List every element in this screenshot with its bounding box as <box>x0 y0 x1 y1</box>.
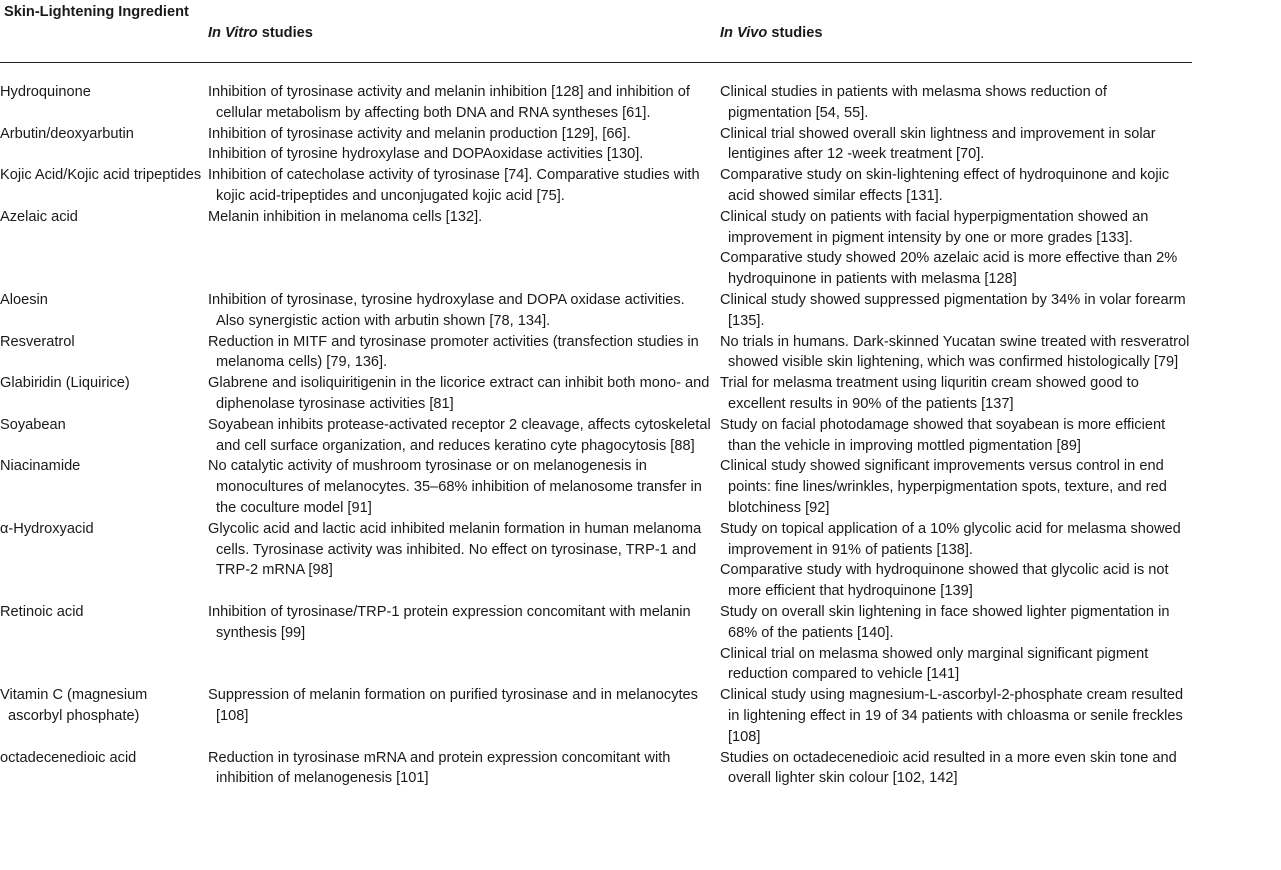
cell-paragraph: Studies on octadecenedioic acid resulted in a more even skin tone and overall lighter skin colour [102, 142] <box>720 749 1177 787</box>
cell-paragraph: Comparative study showed 20% azelaic acid is more effective than 2% hydroquinone in patients with melasma [128] <box>720 250 1178 288</box>
header-ingredient: Skin-Lightening Ingredient <box>4 4 189 20</box>
cell-paragraph: Inhibition of tyrosinase activity and melanin inhibition [128] and inhibition of cellular metabolism by affecting both DNA and RNA syntheses [61]. <box>208 84 690 121</box>
table-row <box>0 456 1192 518</box>
in-vivo-cell <box>720 207 1192 290</box>
in-vivo-cell <box>720 82 1192 124</box>
ingredient-cell: Hydroquinone <box>0 84 91 100</box>
in-vivo-cell <box>720 685 1192 747</box>
cell-paragraph: Inhibition of tyrosinase, tyrosine hydroxylase and DOPA oxidase activities. Also synergistic action with arbutin shown [78, 134]. <box>208 291 685 329</box>
table-row <box>0 165 1192 207</box>
cell-paragraph: Study on facial photodamage showed that soyabean is more efficient than the vehicle in improving mottled pigmentation [89] <box>720 416 1166 454</box>
ingredient-cell: Kojic Acid/Kojic acid tripeptides <box>0 167 202 184</box>
table-header <box>0 0 1192 63</box>
table-row <box>0 290 1192 332</box>
table-row <box>0 415 1192 457</box>
cell-paragraph: Inhibition of tyrosinase/TRP-1 protein expression concomitant with melanin synthesis [99] <box>208 603 691 641</box>
in-vivo-cell <box>720 748 1192 790</box>
cell-paragraph: Clinical study showed suppressed pigmentation by 34% in volar forearm [135]. <box>720 291 1186 329</box>
cell-paragraph: Glabrene and isoliquiritigenin in the licorice extract can inhibit both mono- and diphenolase tyrosinase activities [81] <box>208 375 710 412</box>
in-vitro-cell <box>208 290 720 332</box>
cell-paragraph: No trials in humans. Dark-skinned Yucatan swine treated with resveratrol showed visible skin lightening, which was confirmed histologically [79] <box>720 333 1190 371</box>
in-vivo-cell <box>720 124 1192 166</box>
cell-paragraph: Clinical study using magnesium-L-ascorbyl-2-phosphate cream resulted in lightening effect in 19 of 34 patients with chloasma or senile freckles [108] <box>720 687 1184 745</box>
ingredient-cell: Niacinamide <box>0 458 81 475</box>
header-in-vivo <box>720 23 822 44</box>
table-row <box>0 685 1192 747</box>
header-in-vitro <box>208 23 313 44</box>
cell-paragraph: Inhibition of tyrosine hydroxylase and DOPAoxidase activities [130]. <box>208 146 644 163</box>
cell-paragraph: Clinical study on patients with facial hyperpigmentation showed an improvement in pigment intensity by one or more grades [133]. <box>720 208 1149 246</box>
cell-paragraph: Clinical study showed significant improvements versus control in end points: fine lines/wrinkles, hyperpigmentation spots, texture, and red blotchiness [92] <box>720 458 1167 516</box>
cell-paragraph: Melanin inhibition in melanoma cells [132]. <box>208 208 483 225</box>
in-vitro-cell <box>208 207 720 290</box>
in-vitro-cell <box>208 373 720 415</box>
ingredient-cell: Soyabean <box>0 416 66 433</box>
in-vitro-cell <box>208 415 720 457</box>
ingredient-cell: Glabiridin (Liquirice) <box>0 375 130 392</box>
table-row <box>0 207 1192 290</box>
cell-paragraph: Inhibition of catecholase activity of tyrosinase [74]. Comparative studies with kojic acid-tripeptides and unconjugated kojic acid [75]. <box>208 167 700 204</box>
in-vivo-cell <box>720 373 1192 415</box>
ingredient-cell: Vitamin C (magnesium ascorbyl phosphate) <box>0 687 148 724</box>
table-row <box>0 124 1192 166</box>
ingredient-cell: octadecenedioic acid <box>0 749 137 766</box>
cell-paragraph: Reduction in tyrosinase mRNA and protein expression concomitant with inhibition of melanogenesis [101] <box>208 749 671 787</box>
table-row <box>0 332 1192 374</box>
table-row <box>0 373 1192 415</box>
header-in-vivo-rest: studies <box>767 25 823 41</box>
table-row <box>0 602 1192 685</box>
cell-paragraph: Inhibition of tyrosinase activity and melanin production [129], [66]. <box>208 125 631 142</box>
in-vitro-cell <box>208 685 720 747</box>
header-in-vitro-rest: studies <box>257 25 313 41</box>
ingredient-cell: Retinoic acid <box>0 603 84 620</box>
in-vivo-cell <box>720 415 1192 457</box>
cell-paragraph: Study on topical application of a 10% glycolic acid for melasma showed improvement in 91% of patients [138]. <box>720 520 1181 558</box>
header-in-vivo-italic: In Vivo <box>720 25 768 41</box>
table-row <box>0 748 1192 790</box>
in-vitro-cell <box>208 519 720 602</box>
cell-paragraph: Suppression of melanin formation on purified tyrosinase and in melanocytes [108] <box>208 687 698 724</box>
in-vivo-cell <box>720 602 1192 685</box>
in-vitro-cell <box>208 124 720 166</box>
in-vitro-cell <box>208 332 720 374</box>
in-vivo-cell <box>720 290 1192 332</box>
ingredient-cell: α-Hydroxyacid <box>0 520 94 537</box>
ingredient-cell: Arbutin/deoxyarbutin <box>0 125 134 142</box>
in-vivo-cell <box>720 165 1192 207</box>
cell-paragraph: Trial for melasma treatment using liquritin cream showed good to excellent results in 90% of the patients [137] <box>720 375 1139 412</box>
cell-paragraph: Soyabean inhibits protease-activated receptor 2 cleavage, affects cytoskeletal and cell surface organization, and reduces keratino cyte phagocytosis [88] <box>208 416 711 454</box>
in-vitro-cell <box>208 456 720 518</box>
table-body <box>0 82 1192 789</box>
in-vitro-cell <box>208 602 720 685</box>
cell-paragraph: Study on overall skin lightening in face showed lighter pigmentation in 68% of the patients [140]. <box>720 603 1170 641</box>
cell-paragraph: Comparative study on skin-lightening effect of hydroquinone and kojic acid showed similar effects [131]. <box>720 167 1170 204</box>
in-vivo-cell <box>720 456 1192 518</box>
header-in-vitro-italic: In Vitro <box>208 25 258 41</box>
in-vivo-cell <box>720 519 1192 602</box>
in-vitro-cell <box>208 82 720 124</box>
in-vitro-cell <box>208 748 720 790</box>
cell-paragraph: Clinical trial showed overall skin lightness and improvement in solar lentigines after 12 -week treatment [70]. <box>720 125 1156 163</box>
cell-paragraph: Clinical trial on melasma showed only marginal significant pigment reduction compared to vehicle [141] <box>720 645 1149 683</box>
in-vivo-cell <box>720 332 1192 374</box>
cell-paragraph: Reduction in MITF and tyrosinase promoter activities (transfection studies in melanoma cells) [79, 136]. <box>208 333 699 371</box>
cell-paragraph: Comparative study with hydroquinone showed that glycolic acid is not more efficient that hydroquinone [139] <box>720 562 1169 600</box>
cell-paragraph: Clinical studies in patients with melasma shows reduction of pigmentation [54, 55]. <box>720 84 1107 121</box>
ingredient-cell: Aloesin <box>0 291 48 308</box>
ingredient-cell: Azelaic acid <box>0 208 78 225</box>
cell-paragraph: Glycolic acid and lactic acid inhibited melanin formation in human melanoma cells. Tyrosinase activity was inhibited. No effect on tyrosinase, TRP-1 and TRP-2 mRNA [98] <box>208 520 702 579</box>
in-vitro-cell <box>208 165 720 207</box>
table-row <box>0 82 1192 124</box>
table-row <box>0 519 1192 602</box>
cell-paragraph: No catalytic activity of mushroom tyrosinase or on melanogenesis in monocultures of melanocytes. 35–68% inhibition of melanosome transfer in the coculture model [91] <box>208 458 702 516</box>
ingredient-cell: Resveratrol <box>0 333 75 350</box>
